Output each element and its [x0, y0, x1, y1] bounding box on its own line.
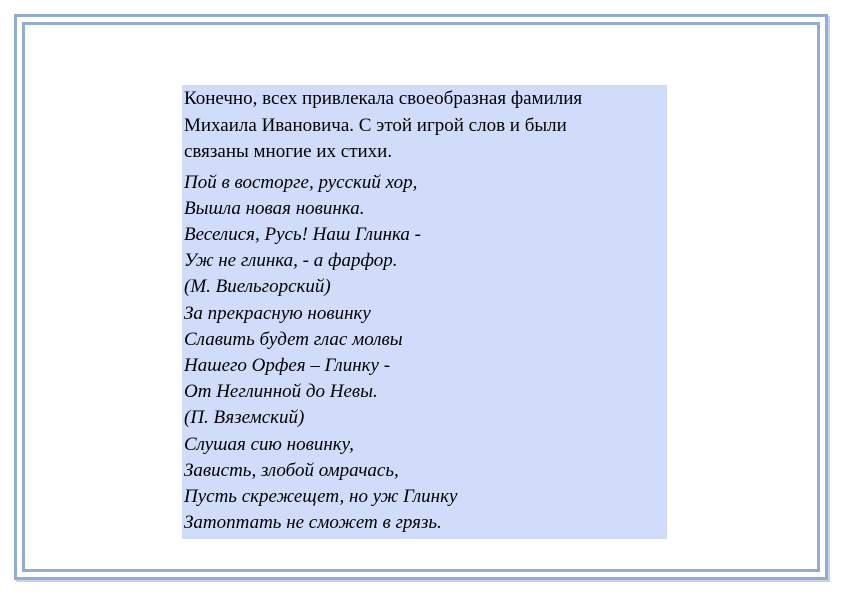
- intro-line: Михаила Ивановича. С этой игрой слов и были: [184, 114, 567, 136]
- poem-line: Пусть скрежещет, но уж Глинку: [184, 485, 458, 507]
- poem-line: Славить будет глас молвы: [184, 328, 403, 350]
- intro-line: Конечно, всех привлекала своеобразная фамилия: [184, 88, 583, 109]
- poem-line: Пой в восторге, русский хор,: [184, 171, 418, 193]
- poem-line: Нашего Орфея – Глинку -: [184, 354, 391, 376]
- intro-paragraph: [184, 86, 667, 166]
- poem-line: Слушая сию новинку,: [184, 433, 354, 455]
- intro-line: связаны многие их стихи.: [184, 141, 393, 162]
- poem-list: [184, 170, 667, 537]
- poem-line: Вышла новая новинка.: [184, 197, 365, 219]
- text-box: [182, 85, 667, 539]
- poem-author: (М. Виельгорский): [184, 276, 331, 298]
- poem-line: Зависть, злобой омрачась,: [184, 459, 399, 481]
- poem-author: (П. Вяземский): [184, 407, 305, 429]
- poem-line: От Неглинной до Невы.: [184, 381, 378, 403]
- poem-line: Веселися, Русь! Наш Глинка -: [184, 223, 421, 245]
- poem-line: За прекрасную новинку: [184, 302, 371, 324]
- poem-line: Затоптать не сможет в грязь.: [184, 512, 442, 534]
- poem-line: Уж не глинка, - а фарфор.: [184, 250, 398, 272]
